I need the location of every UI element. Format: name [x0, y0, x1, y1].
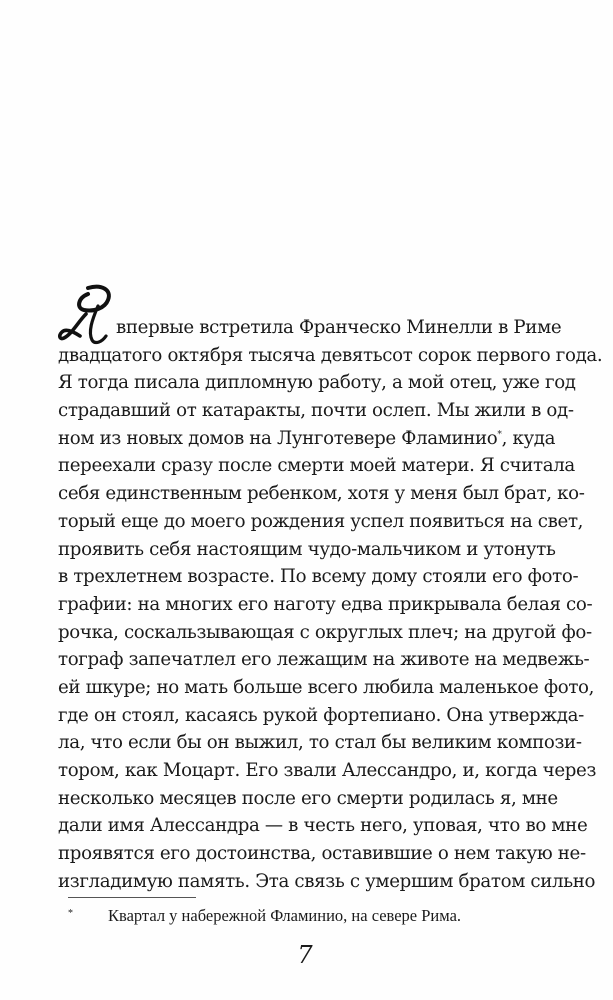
footnote-text: Квартал у набережной Фламинио, на севере Рима. [108, 906, 462, 925]
text-line-14: ей шкуре; но мать больше всего любила маленькое фото, [58, 676, 595, 698]
text-line-20: проявятся его достоинства, оставившие о нем такую не- [58, 843, 586, 865]
text-line-19: дали имя Алессандра — в честь него, уповая, что во мне [58, 815, 588, 837]
text-line-11: графии: на многих его наготу едва прикрывала белая со- [58, 593, 593, 615]
text-line-7: себя единственным ребенком, хотя у меня был брат, ко- [58, 483, 585, 505]
text-line-13: тограф запечатлел его лежащим на животе на медвежь- [58, 649, 590, 671]
text-line-3: Я тогда писала дипломную работу, а мой отец, уже год [58, 372, 576, 394]
text-line-2: двадцатого октября тысяча девятьсот сорок первого года. [58, 344, 603, 366]
text-line-18: несколько месяцев после его смерти родилась я, мне [58, 787, 558, 809]
footnote-marker: * [68, 908, 73, 919]
text-line-16: ла, что если бы он выжил, то стал бы великим компози- [58, 732, 582, 754]
footnote-divider [68, 897, 196, 898]
text-line-8: торый еще до моего рождения успел появиться на свет, [58, 510, 584, 532]
text-line-5-tail: , куда [501, 427, 556, 449]
text-line-21: изгладимую память. Эта связь с умершим братом сильно [58, 870, 596, 892]
text-line-1: впервые встретила Франческо Минелли в Риме [116, 317, 562, 338]
text-line-12: рочка, соскальзывающая с округлых плеч; на другой фо- [58, 621, 592, 643]
text-line-17: тором, как Моцарт. Его звали Алессандро, и, когда через [58, 760, 597, 781]
body-text [58, 314, 603, 895]
text-line-5-head: ном из новых домов на Лунготевере Фламинио [58, 427, 498, 449]
text-line-15: где он стоял, касаясь рукой фортепиано. Она утвержда- [58, 704, 584, 726]
page-number: 7 [297, 941, 313, 969]
text-line-4: страдавший от катаракты, почти ослеп. Мы жили в од- [58, 400, 574, 422]
text-line-10: в трехлетнем возрасте. По всему дому стояли его фото- [58, 566, 579, 588]
text-line-9: проявить себя настоящим чудо-мальчиком и утонуть [58, 538, 556, 560]
text-line-6: переехали сразу после смерти моей матери. Я считала [58, 455, 575, 477]
text-line-5 [58, 425, 556, 453]
footnote-reference[interactable]: * [497, 429, 502, 440]
